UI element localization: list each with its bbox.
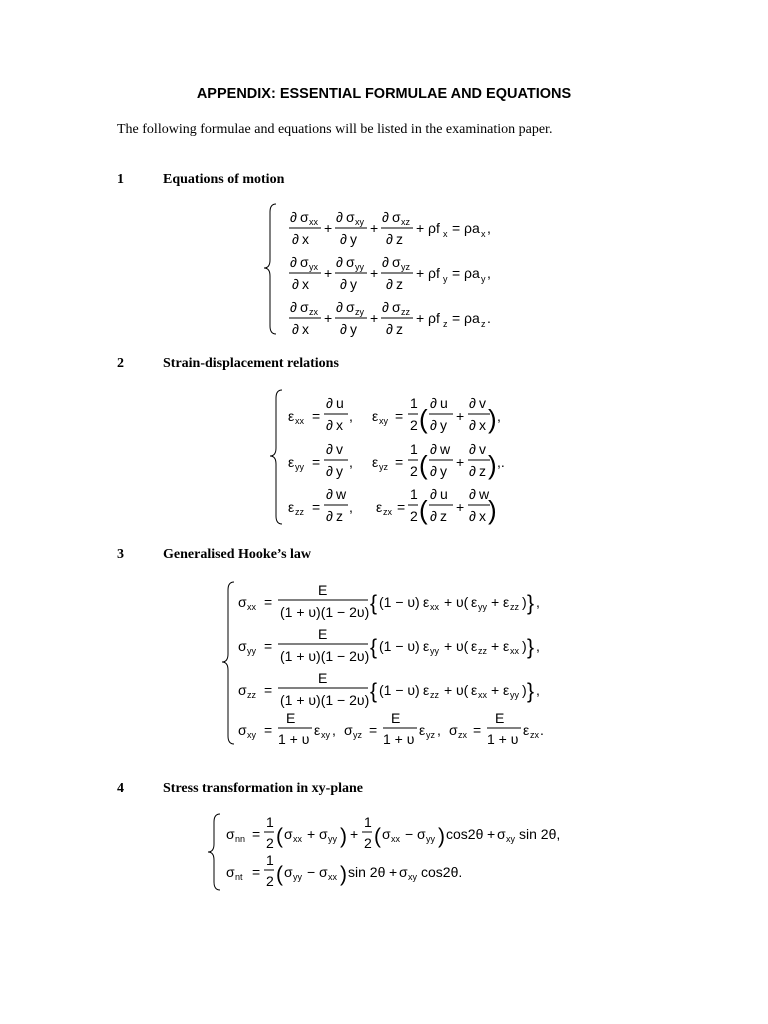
math-symbol: +	[487, 826, 496, 842]
math-symbol: ε	[471, 682, 478, 698]
math-symbol: σ	[417, 826, 426, 842]
math-symbol: E	[318, 582, 328, 598]
left-brace	[270, 390, 282, 524]
math-symbol: =	[452, 220, 461, 236]
math-symbol: =	[473, 722, 482, 738]
math-symbol: +	[416, 310, 425, 326]
math-symbol: (	[419, 495, 428, 525]
math-symbol: 1 + υ	[487, 731, 519, 747]
math-symbol: υ(	[456, 682, 469, 698]
math-symbol: zy	[355, 307, 364, 317]
math-symbol: =	[264, 638, 273, 654]
intro-text: The following formulae and equations will be listed in the examination paper.	[117, 122, 553, 137]
math-symbol: E	[318, 626, 328, 642]
math-symbol: xx	[391, 834, 400, 844]
math-symbol: sin 2θ	[348, 864, 386, 880]
math-symbol: =	[252, 864, 261, 880]
math-symbol: ε	[423, 638, 430, 654]
math-symbol: y	[350, 231, 357, 247]
math-symbol: +	[416, 220, 425, 236]
math-symbol: (1 − υ)	[379, 594, 420, 610]
math-symbol: yz	[379, 462, 388, 472]
math-symbol: =	[452, 310, 461, 326]
math-symbol: zz	[247, 690, 256, 700]
math-symbol: (1 + υ)(1 − 2υ)	[280, 604, 370, 620]
math-symbol: +	[350, 826, 359, 842]
math-symbol: v	[479, 441, 486, 457]
section-number-1: 1	[117, 172, 124, 187]
math-symbol: yx	[309, 262, 318, 272]
math-symbol: (1 + υ)(1 − 2υ)	[280, 692, 370, 708]
math-symbol: x	[302, 276, 309, 292]
math-symbol: 1	[266, 814, 274, 830]
math-symbol: xx	[293, 834, 302, 844]
math-symbol: ρa	[464, 220, 480, 236]
math-symbol: z	[396, 321, 403, 337]
math-symbol: ∂	[382, 254, 389, 270]
math-symbol: z	[440, 508, 447, 524]
math-symbol: u	[440, 486, 448, 502]
math-symbol: w	[440, 441, 451, 457]
math-symbol: )	[340, 863, 347, 886]
math-symbol: x	[443, 229, 448, 239]
math-symbol: (	[419, 450, 428, 480]
left-brace	[264, 204, 276, 334]
math-symbol: }	[527, 680, 535, 703]
math-symbol: y	[443, 274, 448, 284]
math-symbol: v	[479, 395, 486, 411]
math-symbol: ε	[376, 499, 383, 515]
math-symbol: y	[440, 463, 447, 479]
math-symbol: ∂	[292, 276, 299, 292]
math-symbol: +	[307, 826, 316, 842]
math-symbol: )	[522, 682, 527, 698]
math-symbol: σ	[284, 826, 293, 842]
math-symbol: +	[491, 682, 500, 698]
math-symbol: z	[336, 508, 343, 524]
math-symbol: ∂	[326, 417, 333, 433]
math-symbol: ,	[487, 220, 491, 236]
math-symbol: =	[369, 722, 378, 738]
math-symbol: +	[370, 310, 379, 326]
math-symbol: ,	[437, 722, 441, 738]
math-symbol: 1	[410, 486, 418, 502]
math-symbol: σ	[346, 299, 355, 315]
math-symbol: zz	[430, 690, 439, 700]
math-symbol: +	[444, 638, 453, 654]
math-symbol: (	[419, 404, 428, 434]
math-symbol: +	[456, 408, 465, 424]
math-symbol: −	[307, 864, 316, 880]
page-title: APPENDIX: ESSENTIAL FORMULAE AND EQUATIONS	[196, 86, 572, 102]
math-symbol: xz	[401, 217, 410, 227]
math-symbol: }	[527, 636, 535, 659]
math-symbol: ∂	[292, 321, 299, 337]
math-symbol: ε	[471, 594, 478, 610]
math-symbol: ∂	[430, 508, 437, 524]
math-symbol: ∂	[386, 231, 393, 247]
math-symbol: xy	[355, 217, 364, 227]
math-symbol: =	[452, 265, 461, 281]
math-symbol: σ	[226, 826, 235, 842]
math-symbol: zx	[458, 730, 467, 740]
math-symbol: z	[396, 231, 403, 247]
math-symbol: E	[286, 710, 296, 726]
math-symbol: )	[438, 825, 445, 848]
math-symbol: =	[397, 499, 406, 515]
math-symbol: z	[396, 276, 403, 292]
math-symbol: y	[336, 463, 343, 479]
math-symbol: σ	[392, 299, 401, 315]
section-title-1: Equations of motion	[163, 172, 285, 187]
math-symbol: ,	[497, 408, 501, 424]
math-symbol: z	[479, 463, 486, 479]
math-symbol: ∂	[430, 463, 437, 479]
math-symbol: sin 2θ,	[519, 826, 561, 842]
math-symbol: =	[395, 408, 404, 424]
math-symbol: {	[370, 680, 378, 703]
math-symbol: ∂	[336, 209, 343, 225]
math-symbol: σ	[392, 254, 401, 270]
math-symbol: ,	[349, 408, 353, 424]
math-symbol: σ	[300, 209, 309, 225]
math-symbol: E	[391, 710, 401, 726]
math-symbol: =	[312, 454, 321, 470]
math-symbol: ρa	[464, 265, 480, 281]
section-number-3: 3	[117, 547, 124, 562]
math-symbol: xy	[321, 730, 330, 740]
math-symbol: ∂	[340, 321, 347, 337]
math-symbol: cos2θ.	[421, 864, 463, 880]
math-symbol: w	[479, 486, 490, 502]
math-symbol: ,.	[497, 454, 505, 470]
math-symbol: )	[488, 495, 497, 525]
math-symbol: υ(	[456, 638, 469, 654]
math-symbol: z	[481, 319, 486, 329]
math-symbol: ∂	[430, 486, 437, 502]
math-symbol: −	[405, 826, 414, 842]
math-symbol: ε	[288, 408, 295, 424]
math-symbol: 2	[364, 835, 372, 851]
math-symbol: zx	[530, 730, 539, 740]
math-symbol: ε	[288, 499, 295, 515]
math-symbol: ∂	[386, 321, 393, 337]
math-symbol: ∂	[469, 395, 476, 411]
math-symbol: ∂	[290, 254, 297, 270]
math-symbol: )	[488, 404, 497, 434]
math-symbol: (1 − υ)	[379, 638, 420, 654]
math-symbol: y	[481, 274, 486, 284]
math-symbol: E	[495, 710, 505, 726]
math-symbol: .	[487, 310, 491, 326]
math-symbol: yy	[328, 834, 337, 844]
math-symbol: .	[540, 722, 544, 738]
math-symbol: σ	[346, 209, 355, 225]
math-symbol: σ	[382, 826, 391, 842]
math-symbol: 1	[266, 852, 274, 868]
math-symbol: xx	[478, 690, 487, 700]
math-symbol: 2	[266, 835, 274, 851]
math-symbol: ε	[423, 682, 430, 698]
math-symbol: yz	[426, 730, 435, 740]
math-symbol: y	[350, 276, 357, 292]
math-symbol: xy	[408, 872, 417, 882]
math-symbol: =	[252, 826, 261, 842]
math-symbol: zx	[383, 507, 392, 517]
math-symbol: (	[276, 825, 283, 848]
math-symbol: ,	[349, 499, 353, 515]
math-symbol: zx	[309, 307, 318, 317]
section-title-3: Generalised Hooke’s law	[163, 547, 312, 562]
math-symbol: =	[312, 499, 321, 515]
math-symbol: ,	[536, 594, 540, 610]
stress-transformation	[206, 812, 576, 894]
math-symbol: ε	[503, 594, 510, 610]
math-symbol: ε	[423, 594, 430, 610]
math-symbol: zz	[295, 507, 304, 517]
math-symbol: {	[370, 636, 378, 659]
math-symbol: +	[456, 499, 465, 515]
math-symbol: yz	[401, 262, 410, 272]
math-symbol: yy	[478, 602, 487, 612]
generalised-hookes-law	[218, 580, 558, 750]
math-symbol: 1	[410, 441, 418, 457]
math-symbol: xx	[430, 602, 439, 612]
math-symbol: zz	[401, 307, 410, 317]
math-symbol: 2	[266, 873, 274, 889]
math-symbol: ∂	[430, 417, 437, 433]
math-symbol: x	[479, 508, 486, 524]
math-symbol: +	[389, 864, 398, 880]
math-symbol: +	[324, 310, 333, 326]
math-symbol: yz	[353, 730, 362, 740]
math-symbol: xy	[506, 834, 515, 844]
math-symbol: yy	[295, 462, 304, 472]
math-symbol: (1 + υ)(1 − 2υ)	[280, 648, 370, 664]
math-symbol: ε	[372, 454, 379, 470]
math-symbol: (1 − υ)	[379, 682, 420, 698]
math-symbol: +	[456, 454, 465, 470]
math-symbol: )	[488, 450, 497, 480]
math-symbol: σ	[497, 826, 506, 842]
math-symbol: =	[264, 682, 273, 698]
left-brace	[222, 582, 234, 744]
math-symbol: yy	[430, 646, 439, 656]
math-symbol: xx	[510, 646, 519, 656]
math-symbol: σ	[300, 299, 309, 315]
math-symbol: σ	[226, 864, 235, 880]
math-symbol: ∂	[382, 299, 389, 315]
math-symbol: +	[491, 594, 500, 610]
math-symbol: ,	[349, 454, 353, 470]
math-symbol: ε	[503, 638, 510, 654]
section-title-2: Strain-displacement relations	[163, 356, 339, 371]
math-symbol: 2	[410, 508, 418, 524]
math-symbol: ,	[487, 265, 491, 281]
math-symbol: 1	[410, 395, 418, 411]
math-symbol: ρa	[464, 310, 480, 326]
math-symbol: {	[370, 592, 378, 615]
math-symbol: ∂	[326, 395, 333, 411]
math-symbol: w	[336, 486, 347, 502]
math-symbol: zz	[478, 646, 487, 656]
math-symbol: ε	[372, 408, 379, 424]
math-symbol: u	[336, 395, 344, 411]
math-symbol: ∂	[292, 231, 299, 247]
math-symbol: xy	[247, 730, 256, 740]
math-symbol: E	[318, 670, 328, 686]
math-symbol: ∂	[469, 486, 476, 502]
math-symbol: ∂	[326, 441, 333, 457]
math-symbol: σ	[399, 864, 408, 880]
math-symbol: ∂	[340, 276, 347, 292]
math-symbol: σ	[319, 826, 328, 842]
math-symbol: 2	[410, 417, 418, 433]
math-symbol: )	[522, 638, 527, 654]
math-symbol: ∂	[469, 441, 476, 457]
math-symbol: σ	[238, 638, 247, 654]
math-symbol: )	[522, 594, 527, 610]
math-symbol: u	[440, 395, 448, 411]
math-symbol: x	[479, 417, 486, 433]
math-symbol: +	[491, 638, 500, 654]
math-symbol: σ	[284, 864, 293, 880]
math-symbol: yy	[293, 872, 302, 882]
math-symbol: 2	[410, 463, 418, 479]
math-symbol: +	[324, 220, 333, 236]
math-symbol: 1 + υ	[383, 731, 415, 747]
equations-of-motion	[260, 202, 510, 338]
math-symbol: +	[370, 220, 379, 236]
math-symbol: xy	[379, 416, 388, 426]
math-symbol: σ	[449, 722, 458, 738]
math-symbol: =	[264, 594, 273, 610]
math-symbol: yy	[247, 646, 256, 656]
math-symbol: ∂	[326, 486, 333, 502]
math-symbol: ρf	[428, 265, 440, 281]
math-symbol: σ	[300, 254, 309, 270]
math-symbol: ∂	[386, 276, 393, 292]
math-symbol: +	[444, 682, 453, 698]
math-symbol: ∂	[336, 254, 343, 270]
math-symbol: ∂	[340, 231, 347, 247]
math-symbol: σ	[319, 864, 328, 880]
math-symbol: ρf	[428, 310, 440, 326]
section-number-4: 4	[117, 781, 124, 796]
math-symbol: y	[440, 417, 447, 433]
strain-displacement-relations	[268, 388, 508, 528]
math-symbol: cos2θ	[446, 826, 484, 842]
math-symbol: ,	[536, 638, 540, 654]
left-brace	[208, 814, 220, 890]
math-symbol: (	[276, 863, 283, 886]
math-symbol: xx	[247, 602, 256, 612]
math-symbol: ∂	[336, 299, 343, 315]
math-symbol: ε	[314, 722, 321, 738]
math-symbol: +	[444, 594, 453, 610]
math-symbol: ε	[288, 454, 295, 470]
math-symbol: ∂	[469, 508, 476, 524]
math-symbol: yy	[510, 690, 519, 700]
math-symbol: =	[395, 454, 404, 470]
math-symbol: ,	[332, 722, 336, 738]
math-symbol: σ	[238, 594, 247, 610]
math-symbol: x	[302, 321, 309, 337]
section-number-2: 2	[117, 356, 124, 371]
math-symbol: xx	[295, 416, 304, 426]
math-symbol: yy	[426, 834, 435, 844]
math-symbol: σ	[238, 682, 247, 698]
math-symbol: 1	[364, 814, 372, 830]
math-symbol: +	[416, 265, 425, 281]
math-symbol: x	[336, 417, 343, 433]
math-symbol: zz	[510, 602, 519, 612]
math-symbol: v	[336, 441, 343, 457]
math-symbol: z	[443, 319, 448, 329]
math-symbol: ε	[471, 638, 478, 654]
math-symbol: x	[481, 229, 486, 239]
math-symbol: ∂	[469, 417, 476, 433]
math-symbol: yy	[355, 262, 364, 272]
math-symbol: xx	[309, 217, 318, 227]
math-symbol: σ	[392, 209, 401, 225]
math-symbol: ∂	[430, 395, 437, 411]
math-symbol: υ(	[456, 594, 469, 610]
math-symbol: ε	[419, 722, 426, 738]
math-symbol: }	[527, 592, 535, 615]
math-symbol: ε	[503, 682, 510, 698]
math-symbol: 1 + υ	[278, 731, 310, 747]
math-symbol: ∂	[326, 463, 333, 479]
math-symbol: ∂	[382, 209, 389, 225]
math-symbol: ∂	[469, 463, 476, 479]
math-symbol: nn	[235, 834, 246, 844]
math-symbol: ∂	[326, 508, 333, 524]
math-symbol: =	[312, 408, 321, 424]
section-title-4: Stress transformation in xy-plane	[163, 781, 364, 796]
math-symbol: σ	[344, 722, 353, 738]
math-symbol: ∂	[290, 209, 297, 225]
math-symbol: =	[264, 722, 273, 738]
math-symbol: )	[340, 825, 347, 848]
math-symbol: σ	[346, 254, 355, 270]
math-symbol: xx	[328, 872, 337, 882]
math-symbol: +	[370, 265, 379, 281]
math-symbol: (	[374, 825, 381, 848]
math-symbol: y	[350, 321, 357, 337]
math-symbol: ,	[536, 682, 540, 698]
math-symbol: nt	[235, 872, 243, 882]
math-symbol: +	[324, 265, 333, 281]
math-symbol: ρf	[428, 220, 440, 236]
math-symbol: ε	[523, 722, 530, 738]
math-symbol: ∂	[430, 441, 437, 457]
math-symbol: σ	[238, 722, 247, 738]
math-symbol: ∂	[290, 299, 297, 315]
math-symbol: x	[302, 231, 309, 247]
